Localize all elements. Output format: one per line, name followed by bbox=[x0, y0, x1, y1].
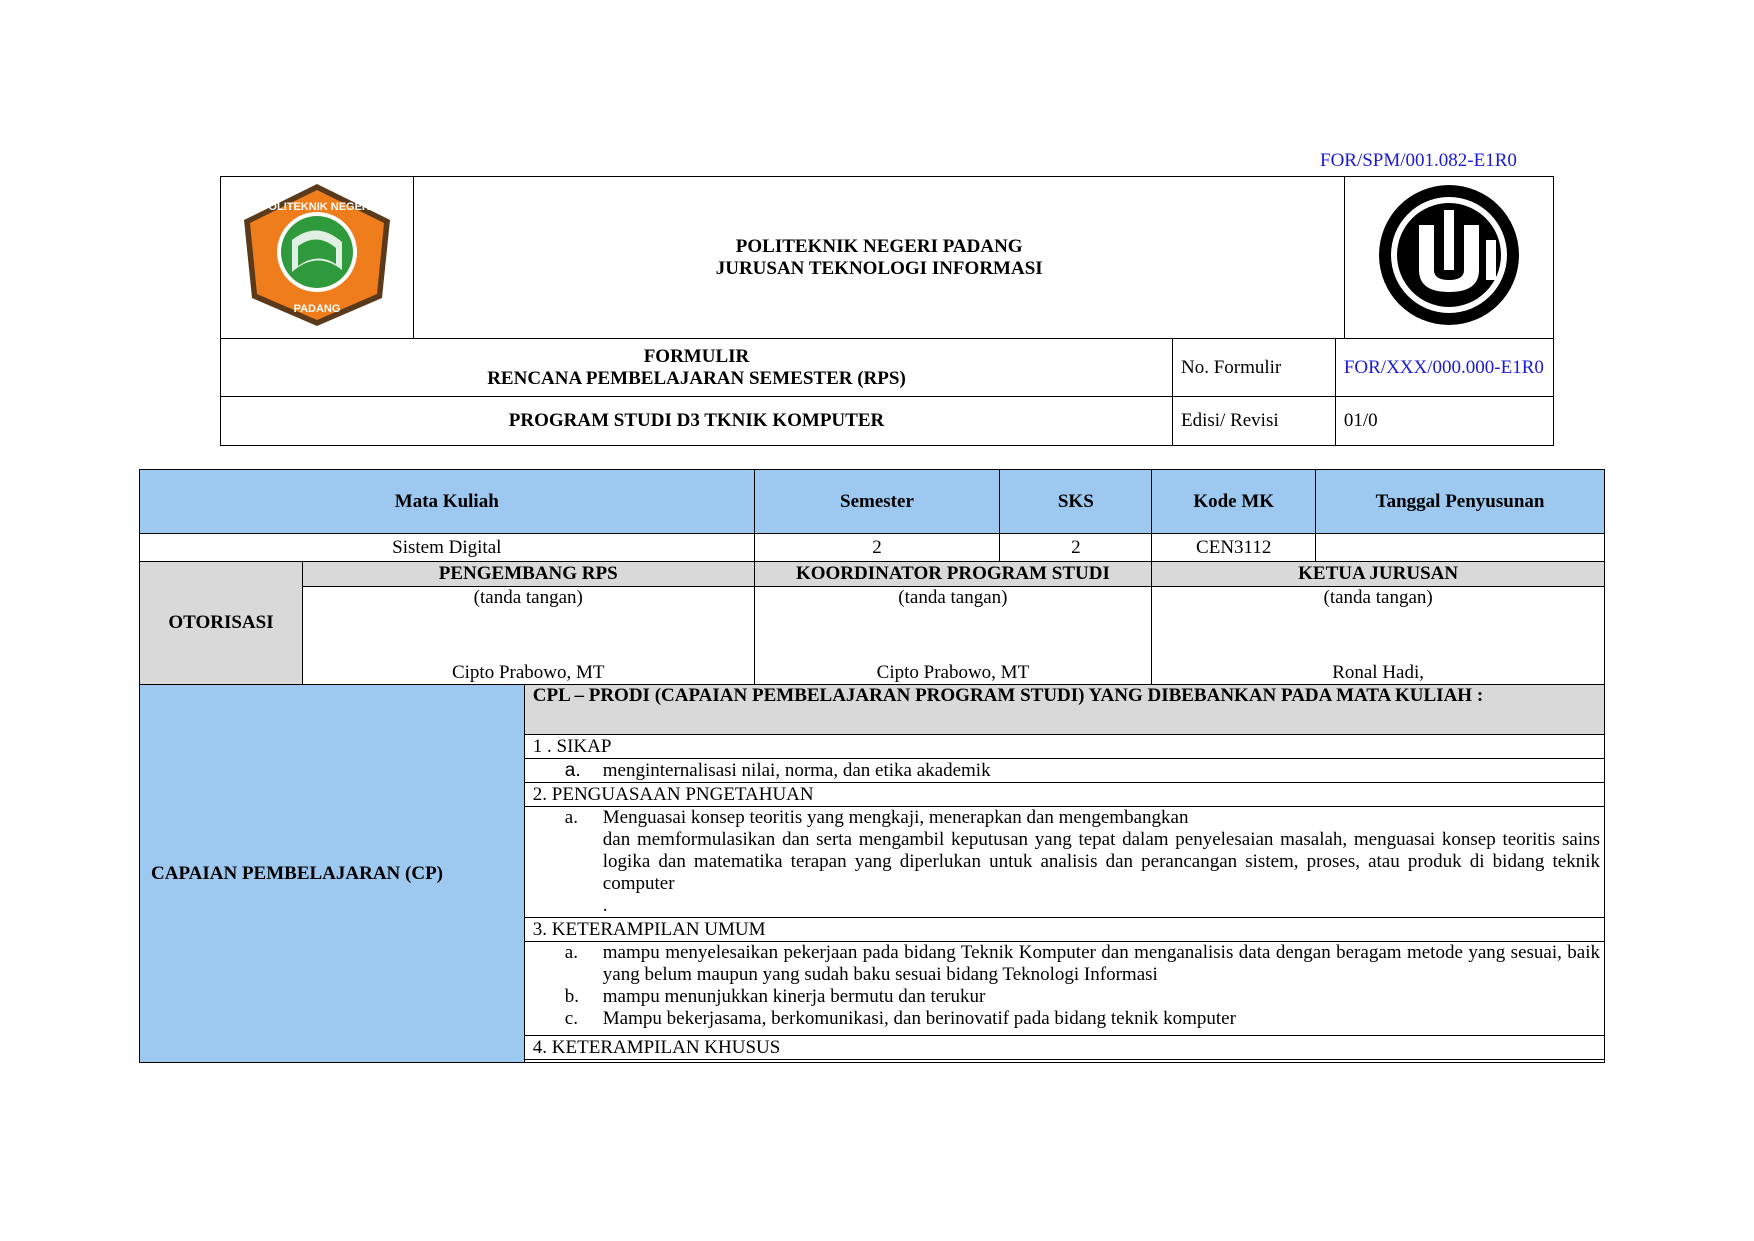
list-item-continuation bbox=[525, 829, 1604, 895]
signatory-name: Cipto Prabowo, MT bbox=[876, 662, 1030, 683]
list-item bbox=[525, 1008, 1604, 1030]
signature-note: (tanda tangan) bbox=[473, 587, 583, 608]
mata-kuliah-value: Sistem Digital bbox=[140, 534, 755, 562]
edisi-label: Edisi/ Revisi bbox=[1172, 397, 1335, 446]
form-title-1: FORMULIR bbox=[643, 345, 750, 367]
header-mata-kuliah: Mata Kuliah bbox=[140, 470, 755, 534]
signature-ketua bbox=[1152, 587, 1605, 685]
pengetahuan-items bbox=[524, 807, 1604, 918]
item-marker: a. bbox=[564, 942, 578, 963]
item-marker: b. bbox=[564, 986, 580, 1007]
signatory-name: Cipto Prabowo, MT bbox=[451, 662, 605, 683]
item-marker: a. bbox=[564, 807, 578, 828]
list-item bbox=[525, 807, 1604, 829]
list-item-continuation bbox=[525, 895, 1604, 917]
no-formulir-label: No. Formulir bbox=[1172, 339, 1335, 397]
signature-note: (tanda tangan) bbox=[1323, 587, 1433, 608]
role-koordinator: KOORDINATOR PROGRAM STUDI bbox=[754, 562, 1152, 587]
no-formulir-value: FOR/XXX/000.000-E1R0 bbox=[1335, 339, 1553, 397]
sikap-title: 1 . SIKAP bbox=[524, 735, 1604, 759]
svg-text:PADANG: PADANG bbox=[293, 302, 341, 315]
signature-note: (tanda tangan) bbox=[898, 587, 1008, 608]
sikap-items bbox=[524, 759, 1604, 783]
form-code: FOR/SPM/001.082-E1R0 bbox=[1320, 150, 1517, 171]
signature-koordinator bbox=[754, 587, 1152, 685]
otorisasi-label: OTORISASI bbox=[140, 562, 303, 685]
umum-title: 3. KETERAMPILAN UMUM bbox=[524, 918, 1604, 942]
header-table bbox=[220, 176, 1554, 339]
header-semester: Semester bbox=[754, 470, 1000, 534]
pnp-logo bbox=[232, 180, 402, 330]
role-ketua: KETUA JURUSAN bbox=[1152, 562, 1605, 587]
item-text: mampu menunjukkan kinerja bermutu dan terukur bbox=[602, 986, 986, 1007]
header-tanggal: Tanggal Penyusunan bbox=[1316, 470, 1605, 534]
form-title-2: RENCANA PEMBELAJARAN SEMESTER (RPS) bbox=[487, 367, 906, 389]
list-item bbox=[525, 942, 1604, 986]
item-marker: c. bbox=[564, 1008, 578, 1029]
department-name: JURUSAN TEKNOLOGI INFORMASI bbox=[715, 257, 1043, 279]
rps-main-table bbox=[139, 469, 1605, 1063]
header-kode-mk: Kode MK bbox=[1152, 470, 1316, 534]
umum-items bbox=[524, 942, 1604, 1036]
institution-cell bbox=[414, 177, 1345, 339]
item-text: dan memformulasikan dan serta mengambil keputusan yang tepat dalam penyelesaian masalah, menguasai konsep teoritis sains logika dan matematika terapan yang diperlukan untuk analisis dan perancangan sistem, proses, atau produk di bidang teknik computer bbox=[602, 829, 1600, 894]
semester-value: 2 bbox=[754, 534, 1000, 562]
cp-label: CAPAIAN PEMBELAJARAN (CP) bbox=[140, 685, 525, 1063]
item-text: menginternalisasi nilai, norma, dan etika akademik bbox=[602, 759, 991, 781]
item-text: Mampu bekerjasama, berkomunikasi, dan berinovatif pada bidang teknik komputer bbox=[602, 1008, 1236, 1029]
item-text: . bbox=[602, 895, 608, 916]
khusus-title: 4. KETERAMPILAN KHUSUS bbox=[524, 1036, 1604, 1060]
list-item bbox=[525, 986, 1604, 1008]
jti-logo bbox=[1374, 180, 1524, 330]
tanggal-value bbox=[1316, 534, 1605, 562]
header-sks: SKS bbox=[1000, 470, 1152, 534]
role-pengembang: PENGEMBANG RPS bbox=[302, 562, 754, 587]
item-text: Menguasai konsep teoritis yang mengkaji, menerapkan dan mengembangkan bbox=[602, 807, 1189, 828]
item-marker: a. bbox=[564, 759, 581, 781]
svg-text:POLITEKNIK NEGERI: POLITEKNIK NEGERI bbox=[261, 200, 373, 213]
cpl-heading: CPL – PRODI (CAPAIAN PEMBELAJARAN PROGRAM STUDI) YANG DIBEBANKAN PADA MATA KULIAH : bbox=[524, 685, 1604, 735]
sks-value: 2 bbox=[1000, 534, 1152, 562]
form-title-cell bbox=[221, 339, 1173, 397]
edisi-value: 01/0 bbox=[1335, 397, 1553, 446]
kode-mk-value: CEN3112 bbox=[1152, 534, 1316, 562]
program-name: PROGRAM STUDI D3 TKNIK KOMPUTER bbox=[221, 397, 1173, 446]
logo-right-cell bbox=[1345, 177, 1554, 339]
institution-name: POLITEKNIK NEGERI PADANG bbox=[735, 235, 1023, 257]
item-text: mampu menyelesaikan pekerjaan pada bidang Teknik Komputer dan menganalisis data dengan beragam metode yang sesuai, baik yang belum maupun yang sudah baku sesuai bidang Teknologi Informasi bbox=[602, 942, 1600, 985]
pengetahuan-title: 2. PENGUASAAN PNGETAHUAN bbox=[524, 783, 1604, 807]
signatory-name: Ronal Hadi, bbox=[1332, 662, 1425, 683]
header-form-table bbox=[220, 338, 1554, 446]
list-item bbox=[525, 760, 1604, 782]
signature-pengembang bbox=[302, 587, 754, 685]
logo-left-cell bbox=[221, 177, 414, 339]
khusus-items bbox=[524, 1060, 1604, 1063]
